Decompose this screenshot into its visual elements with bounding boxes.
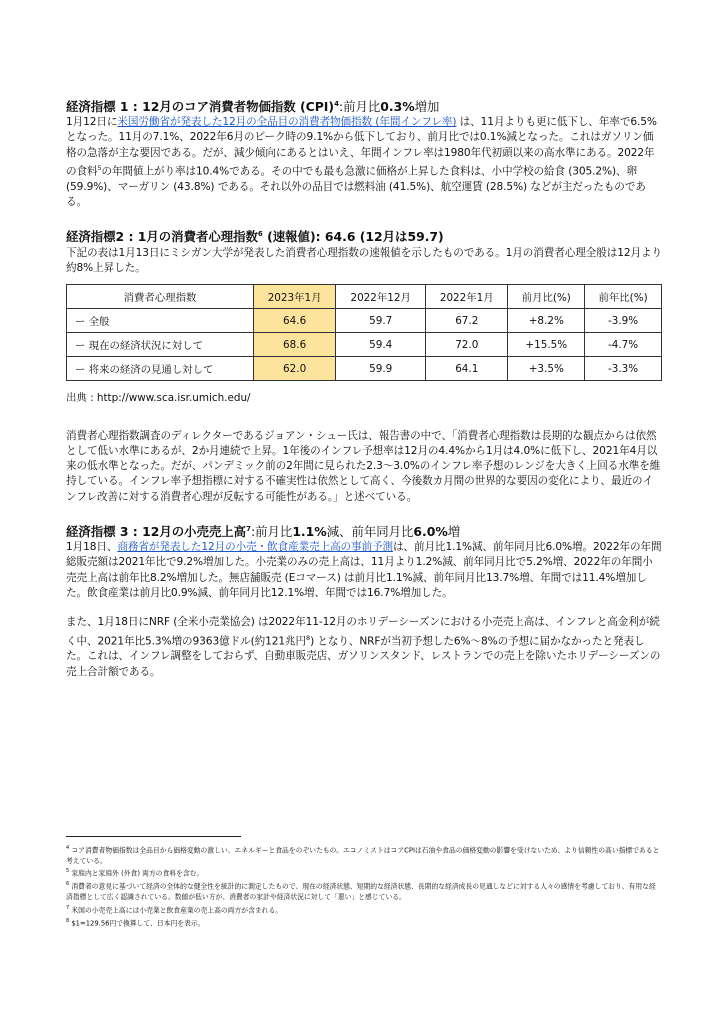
retail-sales-link[interactable]: 商務省が発表した12月の小売・飲食産業売上高の事前予測 — [117, 541, 394, 554]
table-cell: 64.1 — [426, 357, 508, 381]
table-row — [67, 309, 662, 333]
table-row — [67, 357, 662, 381]
section-1-heading: 経済指標 1 : 12月のコア消費者物価指数 (CPI)$^4$:前月比0.3%増加 — [66, 99, 440, 115]
consumer-sentiment-table — [66, 284, 662, 381]
table-cell: ー 将来の経済の見通し対して — [67, 357, 254, 381]
table-cell: +15.5% — [508, 333, 585, 357]
table-cell: -3.3% — [585, 357, 662, 381]
footnote-item: $^6$ 消費者の意見に基づいて経済の全体的な健全性を統計的に測定したもので、現在の経済状態、短期的な経済状態、長期的な経済成長の見通しなどに対する人々の感情を考慮しており、有用な経済指標として広く認識されている。数値が低い方が、消費者の家計や経済状況に対して「悪い」と感じている。 — [66, 881, 656, 902]
footnote-ref: 7 — [246, 525, 251, 534]
table-cell: +8.2% — [508, 309, 585, 333]
cpi-report-link[interactable]: 米国労働省が発表した12月の全品目の消費者物価指数 (年間インフレ率) — [117, 116, 457, 129]
document-body — [66, 96, 662, 680]
table-header: 前年比(%) — [585, 285, 662, 309]
table-cell: -4.7% — [585, 333, 662, 357]
section-3-paragraph-2: また、1月18日にNRF (全米小売業協会) は2022年11-12月のホリデーシーズンにおける小売売上高は、インフレと高金利が続く中、2021年比5.3%増の9363億ドル(約121兆円$^8$) となり、NRFが当初予想した6%～8%の予想に届かなかったと発表した。これは、インフレ調整をしておらず、自動車販売店、ガソリンスタンド、レストランでの売上を除いたホリデーシーズンの売上合計額である。 — [66, 616, 661, 678]
footnote-ref: 6 — [257, 230, 263, 239]
table-cell: 62.0 — [254, 357, 336, 381]
table-header: 消費者心理指数 — [67, 285, 254, 309]
section-2-heading: 経済指標2 : 1月の消費者心理指数$^6$ (速報値): 64.6 (12月は59.7) — [66, 229, 444, 245]
footnote-divider — [66, 836, 241, 837]
table-cell: 59.9 — [336, 357, 426, 381]
table-cell: 67.2 — [426, 309, 508, 333]
footnote-item: $^4$ コア消費者物価指数は全品目から価格変動の激しい、エネルギーと食品をのぞいたもの。エコノミストはコアCPIは石油や食品の価格変動の影響を受けないため、より信頼性の高い指標であると考えている。 — [66, 845, 660, 865]
footnote-item: $^5$ 家庭内と家庭外 (外食) 両方の食料を含む。 — [66, 868, 204, 878]
table-header-row — [67, 285, 662, 309]
table-cell: +3.5% — [508, 357, 585, 381]
footnote-ref: 8 — [306, 633, 311, 642]
table-cell: 72.0 — [426, 333, 508, 357]
table-cell: ー 現在の経済状況に対して — [67, 333, 254, 357]
footnote-item: $^7$ 米国の小売売上高には小売業と飲食産業の売上高の両方が含まれる。 — [66, 904, 283, 915]
table-header: 2023年1月 — [254, 285, 336, 309]
section-2-intro: 下記の表は1月13日にミシガン大学が発表した消費者心理指数の速報値を示したものである。1月の消費者心理全般は12月より約8%上昇した。 — [66, 246, 663, 274]
section-2-quote: 消費者心理指数調査のディレクターであるジョアン・シュー氏は、報告書の中で、「消費者心理指数は長期的な観点からは依然として低い水準にあるが、2か月連続で上昇。1年後のインフレ予想率は12月の4.4%から1月は4.0%に低下し、2021年4月以来の低水準となった。だが、パンデミック前の2年間に見られた2.3～3.0%のインフレ率予想のレンジを大きく上回る水準を維持している。インフレ率予想指標に対する不確実性は依然として高く、今後数カ月間の世界的な要因の変化により、最近のインフレ改善に対する消費者心理が反転する可能性がある。」と述べている。 — [66, 429, 661, 503]
section-3-paragraph-1: 1月18日、商務省が発表した12月の小売・飲食産業売上高の事前予測は、前月比1.1%減、前年同月比6.0%増。2022年の年間総販売額は2021年比で9.2%増加した。小売業のみの売上高は、11月より1.2%減、前年同月比で5.2%増、2022年の年間小売売上高は前年比8.2%増加した。無店舗販売 (Eコマース) は前月比1.1%減、前年同月比13.7%増、年間では11.4%増加した。飲食産業は前月比0.9%減、前年同月比12.1%増、年間では16.7%増加した。 — [66, 541, 662, 600]
table-cell: 64.6 — [254, 309, 336, 333]
footnote-ref: 4 — [334, 100, 339, 108]
table-cell: -3.9% — [585, 309, 662, 333]
footnote-ref: 5 — [97, 164, 102, 173]
table-header: 2022年12月 — [336, 285, 426, 309]
table-header: 前月比(%) — [508, 285, 585, 309]
table-cell: 59.7 — [336, 309, 426, 333]
footnote-item: $^8$ $1=129.56円で換算して、日本円を表示。 — [66, 917, 205, 927]
table-source: 出典 : http://www.sca.isr.umich.edu/ — [66, 392, 251, 405]
section-3-heading: 経済指標 3 : 12月の小売売上高$^7$:前月比1.1%減、前年同月比6.0%増 — [66, 524, 461, 540]
table-cell: 68.6 — [254, 333, 336, 357]
table-header: 2022年1月 — [426, 285, 508, 309]
footnotes — [66, 836, 662, 928]
table-cell: 59.4 — [336, 333, 426, 357]
table-row — [67, 333, 662, 357]
section-1-paragraph: 1月12日に米国労働省が発表した12月の全品目の消費者物価指数 (年間インフレ率) は、11月よりも更に低下し、年率で6.5%となった。11月の7.1%、2022年6月のピーク時の9.1%から低下しており、前月比では0.1%減となった。これはガソリン価格の急落が主な要因である。だが、減少傾向にあるとはいえ、年間インフレ率は1980年代初頭以来の高水準にある。2022年の食料$^5$の年間値上がり率は10.4%である。その中でも最も急激に価格が上昇した食料は、小中学校の給食 (305.2%)、卵 (59.9%)、マーガリン (43.8%) である。それ以外の品目では燃料油 (41.5%)、航空運賃 (28.5%) などが主だったものである。 — [66, 116, 657, 209]
table-cell: ー 全般 — [67, 309, 254, 333]
